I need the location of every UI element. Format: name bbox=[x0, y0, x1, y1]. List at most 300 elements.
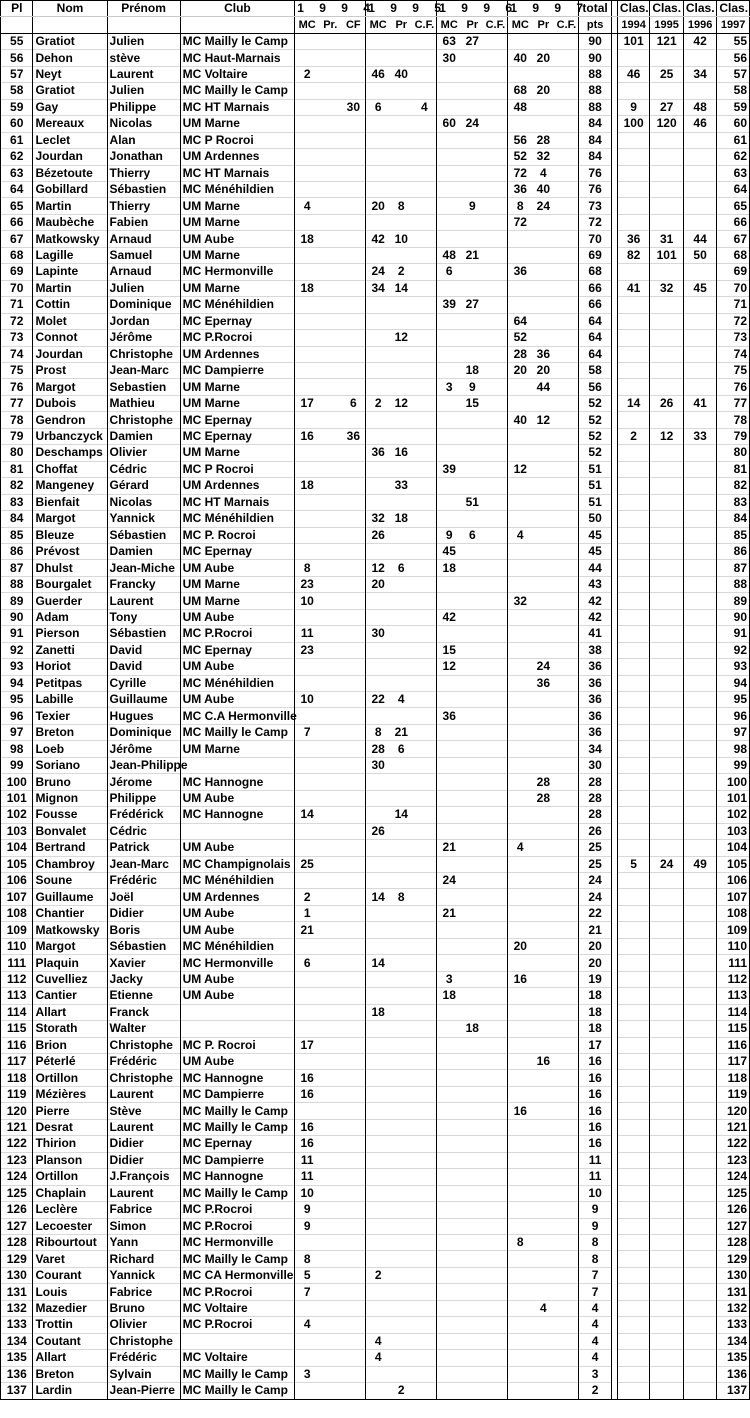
cell-1994-cf bbox=[341, 626, 365, 642]
cell-clas-1995 bbox=[650, 1086, 683, 1102]
cell-1996-pr bbox=[461, 99, 483, 115]
cell-1994-cf bbox=[341, 757, 365, 773]
cell-1994-pr bbox=[319, 1251, 341, 1267]
cell-1996-pr: 9 bbox=[461, 379, 483, 395]
cell-clas-1996 bbox=[683, 511, 716, 527]
cell-1996-cf bbox=[483, 642, 507, 658]
cell-1994-cf bbox=[341, 659, 365, 675]
cell-total: 88 bbox=[579, 83, 611, 99]
cell-1994-mc bbox=[295, 1383, 319, 1399]
cell-clas-1995 bbox=[650, 181, 683, 197]
cell-clas-1994 bbox=[617, 181, 649, 197]
col-header-club: Club bbox=[180, 1, 295, 17]
cell-1994-pr bbox=[319, 1103, 341, 1119]
cell-1996-mc: 12 bbox=[437, 659, 461, 675]
cell-1995-cf bbox=[412, 1103, 436, 1119]
cell-1995-cf bbox=[412, 379, 436, 395]
cell-1995-pr bbox=[390, 790, 412, 806]
cell-nom: Ribourtout bbox=[33, 1234, 107, 1250]
cell-1996-pr bbox=[461, 1317, 483, 1333]
cell-prenom: Philippe bbox=[107, 790, 180, 806]
cell-1994-cf bbox=[341, 198, 365, 214]
cell-1995-cf bbox=[412, 1152, 436, 1168]
cell-prenom: Yannick bbox=[107, 1267, 180, 1283]
cell-1994-pr bbox=[319, 198, 341, 214]
cell-1996-mc bbox=[437, 149, 461, 165]
cell-1995-cf bbox=[412, 757, 436, 773]
cell-clas-1996: 46 bbox=[683, 116, 716, 132]
cell-clas-1994 bbox=[617, 708, 649, 724]
cell-nom: Bézetoute bbox=[33, 165, 107, 181]
table-row bbox=[1, 132, 750, 148]
cell-clas-1997: 68 bbox=[717, 247, 750, 263]
cell-clas-1994 bbox=[617, 1366, 649, 1382]
cell-1997-pr bbox=[532, 692, 554, 708]
cell-1996-pr bbox=[461, 873, 483, 889]
cell-total: 43 bbox=[579, 576, 611, 592]
cell-clas-1997: 57 bbox=[717, 66, 750, 82]
cell-1994-cf: 6 bbox=[341, 395, 365, 411]
table-row bbox=[1, 955, 750, 971]
cell-club: MC Epernay bbox=[180, 428, 295, 444]
cell-club: MC Ménéhildien bbox=[180, 511, 295, 527]
cell-1995-pr bbox=[390, 543, 412, 559]
cell-club: MC CA Hermonville bbox=[180, 1267, 295, 1283]
cell-1995-cf bbox=[412, 741, 436, 757]
cell-1994-mc: 11 bbox=[295, 1169, 319, 1185]
cell-1996-mc bbox=[437, 1333, 461, 1349]
cell-clas-1996 bbox=[683, 1185, 716, 1201]
cell-1994-mc: 16 bbox=[295, 428, 319, 444]
cell-1996-cf bbox=[483, 1103, 507, 1119]
cell-1994-mc: 16 bbox=[295, 1119, 319, 1135]
cell-1997-cf bbox=[554, 790, 578, 806]
cell-1995-pr bbox=[390, 149, 412, 165]
cell-1995-cf bbox=[412, 214, 436, 230]
table-row bbox=[1, 1218, 750, 1234]
cell-nom: Allart bbox=[33, 1004, 107, 1020]
table-row bbox=[1, 692, 750, 708]
cell-clas-1994: 2 bbox=[617, 428, 649, 444]
table-row bbox=[1, 971, 750, 987]
cell-club: MC Haut-Marnais bbox=[180, 50, 295, 66]
cell-pl: 77 bbox=[1, 395, 33, 411]
col-header-pl: Pl bbox=[1, 1, 33, 17]
cell-pl: 111 bbox=[1, 955, 33, 971]
cell-nom: Bourgalet bbox=[33, 576, 107, 592]
cell-1994-cf bbox=[341, 1333, 365, 1349]
cell-club: MC Ménéhildien bbox=[180, 938, 295, 954]
table-row bbox=[1, 1169, 750, 1185]
cell-1996-pr bbox=[461, 741, 483, 757]
cell-clas-1995 bbox=[650, 757, 683, 773]
table-row bbox=[1, 330, 750, 346]
cell-1995-pr bbox=[390, 873, 412, 889]
cell-1996-pr bbox=[461, 1103, 483, 1119]
cell-1995-mc bbox=[366, 1383, 390, 1399]
cell-nom: Soriano bbox=[33, 757, 107, 773]
cell-1994-pr bbox=[319, 955, 341, 971]
cell-clas-1996 bbox=[683, 461, 716, 477]
cell-clas-1996 bbox=[683, 873, 716, 889]
cell-clas-1994 bbox=[617, 50, 649, 66]
cell-clas-1994 bbox=[617, 264, 649, 280]
cell-nom: Zanetti bbox=[33, 642, 107, 658]
cell-club: MC Mailly le Camp bbox=[180, 1366, 295, 1382]
cell-1997-cf bbox=[554, 116, 578, 132]
cell-1995-cf bbox=[412, 297, 436, 313]
cell-1994-mc bbox=[295, 774, 319, 790]
cell-nom: Guerder bbox=[33, 593, 107, 609]
cell-1994-pr bbox=[319, 428, 341, 444]
cell-1997-mc bbox=[508, 116, 532, 132]
cell-1997-pr: 24 bbox=[532, 198, 554, 214]
cell-club: UM Aube bbox=[180, 1054, 295, 1070]
cell-clas-1996: 49 bbox=[683, 856, 716, 872]
cell-1996-cf bbox=[483, 840, 507, 856]
cell-1995-cf bbox=[412, 1169, 436, 1185]
cell-1994-mc bbox=[295, 445, 319, 461]
cell-1997-mc: 8 bbox=[508, 198, 532, 214]
cell-club: MC Mailly le Camp bbox=[180, 83, 295, 99]
cell-pl: 115 bbox=[1, 1021, 33, 1037]
cell-total: 52 bbox=[579, 428, 611, 444]
cell-clas-1995: 26 bbox=[650, 395, 683, 411]
cell-1996-mc bbox=[437, 66, 461, 82]
cell-1997-pr bbox=[532, 1185, 554, 1201]
cell-1994-pr bbox=[319, 1267, 341, 1283]
cell-1997-mc bbox=[508, 1333, 532, 1349]
cell-club: UM Aube bbox=[180, 988, 295, 1004]
table-row bbox=[1, 626, 750, 642]
cell-1995-cf bbox=[412, 1350, 436, 1366]
cell-clas-1994 bbox=[617, 527, 649, 543]
cell-1996-pr bbox=[461, 66, 483, 82]
cell-1995-mc bbox=[366, 1185, 390, 1201]
cell-1997-pr bbox=[532, 741, 554, 757]
cell-1996-cf bbox=[483, 543, 507, 559]
cell-1997-cf bbox=[554, 1383, 578, 1399]
cell-total: 4 bbox=[579, 1300, 611, 1316]
cell-1997-mc bbox=[508, 297, 532, 313]
cell-1994-pr bbox=[319, 1284, 341, 1300]
cell-nom: Choffat bbox=[33, 461, 107, 477]
cell-clas-1997: 109 bbox=[717, 922, 750, 938]
cell-1994-cf bbox=[341, 823, 365, 839]
cell-1996-cf bbox=[483, 395, 507, 411]
cell-clas-1995 bbox=[650, 790, 683, 806]
cell-clas-1994 bbox=[617, 692, 649, 708]
cell-1995-mc: 18 bbox=[366, 1004, 390, 1020]
cell-1995-pr bbox=[390, 1119, 412, 1135]
cell-1996-cf bbox=[483, 856, 507, 872]
cell-total: 52 bbox=[579, 412, 611, 428]
cell-1994-mc bbox=[295, 264, 319, 280]
cell-nom: Gay bbox=[33, 99, 107, 115]
cell-clas-1994 bbox=[617, 313, 649, 329]
cell-club: UM Marne bbox=[180, 198, 295, 214]
cell-club: MC Champignolais bbox=[180, 856, 295, 872]
cell-clas-1997: 112 bbox=[717, 971, 750, 987]
cell-club: MC Mailly le Camp bbox=[180, 1251, 295, 1267]
cell-1994-pr bbox=[319, 675, 341, 691]
cell-1995-cf bbox=[412, 560, 436, 576]
cell-clas-1995 bbox=[650, 362, 683, 378]
cell-1994-mc: 23 bbox=[295, 576, 319, 592]
table-row bbox=[1, 116, 750, 132]
cell-nom: Gratiot bbox=[33, 83, 107, 99]
cell-club: UM Aube bbox=[180, 692, 295, 708]
cell-1994-pr bbox=[319, 609, 341, 625]
cell-1997-mc: 52 bbox=[508, 330, 532, 346]
cell-1995-pr bbox=[390, 313, 412, 329]
cell-nom: Bruno bbox=[33, 774, 107, 790]
cell-1994-mc bbox=[295, 149, 319, 165]
cell-1997-cf bbox=[554, 1037, 578, 1053]
cell-nom: Breton bbox=[33, 724, 107, 740]
cell-1997-mc bbox=[508, 1251, 532, 1267]
cell-1995-cf bbox=[412, 576, 436, 592]
cell-1995-pr bbox=[390, 1366, 412, 1382]
cell-prenom: Cyrille bbox=[107, 675, 180, 691]
cell-1996-cf bbox=[483, 823, 507, 839]
cell-1995-pr: 12 bbox=[390, 395, 412, 411]
cell-clas-1995 bbox=[650, 922, 683, 938]
cell-1996-cf bbox=[483, 741, 507, 757]
cell-clas-1994: 82 bbox=[617, 247, 649, 263]
cell-club: MC Dampierre bbox=[180, 1086, 295, 1102]
cell-1994-cf bbox=[341, 1086, 365, 1102]
cell-1996-mc bbox=[437, 955, 461, 971]
cell-1996-pr bbox=[461, 1185, 483, 1201]
cell-1997-pr bbox=[532, 1086, 554, 1102]
table-row bbox=[1, 790, 750, 806]
cell-clas-1996 bbox=[683, 955, 716, 971]
cell-clas-1994 bbox=[617, 198, 649, 214]
cell-1996-cf bbox=[483, 1152, 507, 1168]
cell-clas-1997: 107 bbox=[717, 889, 750, 905]
cell-1995-cf bbox=[412, 1185, 436, 1201]
cell-1994-cf bbox=[341, 1185, 365, 1201]
cell-clas-1995: 32 bbox=[650, 280, 683, 296]
cell-1996-mc bbox=[437, 757, 461, 773]
cell-clas-1996 bbox=[683, 1317, 716, 1333]
cell-1997-mc bbox=[508, 231, 532, 247]
cell-1996-mc bbox=[437, 330, 461, 346]
cell-1997-pr bbox=[532, 840, 554, 856]
cell-1995-pr: 21 bbox=[390, 724, 412, 740]
cell-club: UM Aube bbox=[180, 659, 295, 675]
cell-1996-pr bbox=[461, 461, 483, 477]
cell-1997-mc bbox=[508, 280, 532, 296]
header-row-sub bbox=[1, 17, 750, 33]
cell-total: 45 bbox=[579, 543, 611, 559]
cell-1996-pr bbox=[461, 412, 483, 428]
table-row bbox=[1, 560, 750, 576]
cell-clas-1994 bbox=[617, 922, 649, 938]
cell-clas-1997: 58 bbox=[717, 83, 750, 99]
cell-1997-pr bbox=[532, 231, 554, 247]
cell-1997-cf bbox=[554, 1070, 578, 1086]
cell-nom: Desrat bbox=[33, 1119, 107, 1135]
cell-clas-1997: 105 bbox=[717, 856, 750, 872]
cell-1997-mc bbox=[508, 609, 532, 625]
cell-1995-cf bbox=[412, 1383, 436, 1399]
cell-clas-1997: 63 bbox=[717, 165, 750, 181]
cell-1994-cf bbox=[341, 1004, 365, 1020]
cell-prenom: Patrick bbox=[107, 840, 180, 856]
cell-nom: Labille bbox=[33, 692, 107, 708]
cell-1996-pr: 21 bbox=[461, 247, 483, 263]
cell-1994-pr bbox=[319, 1383, 341, 1399]
cell-1995-cf bbox=[412, 494, 436, 510]
cell-1995-pr bbox=[390, 50, 412, 66]
cell-1994-pr bbox=[319, 99, 341, 115]
cell-1994-cf bbox=[341, 1218, 365, 1234]
cell-prenom: Laurent bbox=[107, 1119, 180, 1135]
cell-clas-1997: 66 bbox=[717, 214, 750, 230]
cell-1996-pr bbox=[461, 428, 483, 444]
cell-1997-pr: 28 bbox=[532, 774, 554, 790]
cell-pl: 105 bbox=[1, 856, 33, 872]
cell-club: MC C.A Hermonville bbox=[180, 708, 295, 724]
cell-1996-cf bbox=[483, 692, 507, 708]
cell-club: MC P Rocroi bbox=[180, 461, 295, 477]
cell-total: 36 bbox=[579, 724, 611, 740]
cell-club: MC P.Rocroi bbox=[180, 1284, 295, 1300]
cell-1995-mc bbox=[366, 1119, 390, 1135]
cell-clas-1994: 36 bbox=[617, 231, 649, 247]
cell-1994-pr bbox=[319, 181, 341, 197]
cell-total: 38 bbox=[579, 642, 611, 658]
cell-club: UM Marne bbox=[180, 445, 295, 461]
cell-nom: Mereaux bbox=[33, 116, 107, 132]
cell-1995-pr: 8 bbox=[390, 889, 412, 905]
cell-1995-mc bbox=[366, 1103, 390, 1119]
cell-1996-cf bbox=[483, 116, 507, 132]
col-header-clas-1995: Clas. bbox=[650, 1, 683, 17]
cell-1995-cf bbox=[412, 1366, 436, 1382]
cell-1994-mc bbox=[295, 938, 319, 954]
sub-header: Pr bbox=[532, 17, 554, 33]
cell-1997-cf bbox=[554, 395, 578, 411]
cell-prenom: Sébastien bbox=[107, 626, 180, 642]
cell-1997-mc bbox=[508, 790, 532, 806]
cell-1997-pr bbox=[532, 543, 554, 559]
cell-1996-pr bbox=[461, 807, 483, 823]
cell-clas-1994 bbox=[617, 1004, 649, 1020]
cell-prenom: Simon bbox=[107, 1218, 180, 1234]
cell-nom: Bienfait bbox=[33, 494, 107, 510]
table-row bbox=[1, 1185, 750, 1201]
cell-1996-cf bbox=[483, 807, 507, 823]
cell-1997-pr bbox=[532, 1152, 554, 1168]
cell-total: 36 bbox=[579, 708, 611, 724]
cell-prenom: Christophe bbox=[107, 346, 180, 362]
cell-1996-cf bbox=[483, 1218, 507, 1234]
table-row bbox=[1, 1284, 750, 1300]
cell-1995-pr bbox=[390, 1037, 412, 1053]
cell-pl: 108 bbox=[1, 905, 33, 921]
col-header-clas-1994: Clas. bbox=[617, 1, 649, 17]
cell-clas-1994 bbox=[617, 1317, 649, 1333]
cell-clas-1995 bbox=[650, 1004, 683, 1020]
cell-1997-pr: 16 bbox=[532, 1054, 554, 1070]
cell-1995-mc bbox=[366, 873, 390, 889]
col-header-1997: 1 9 9 7 bbox=[508, 1, 579, 17]
cell-clas-1996 bbox=[683, 576, 716, 592]
cell-1997-pr: 32 bbox=[532, 149, 554, 165]
cell-clas-1994: 9 bbox=[617, 99, 649, 115]
cell-1994-mc: 7 bbox=[295, 724, 319, 740]
cell-1994-pr bbox=[319, 330, 341, 346]
cell-1996-pr bbox=[461, 971, 483, 987]
cell-clas-1997: 77 bbox=[717, 395, 750, 411]
cell-1996-mc bbox=[437, 428, 461, 444]
cell-1997-cf bbox=[554, 889, 578, 905]
cell-clas-1996: 34 bbox=[683, 66, 716, 82]
cell-prenom: Arnaud bbox=[107, 231, 180, 247]
cell-club: UM Ardennes bbox=[180, 889, 295, 905]
cell-1997-mc bbox=[508, 379, 532, 395]
table-row bbox=[1, 675, 750, 691]
cell-clas-1994 bbox=[617, 807, 649, 823]
cell-1997-mc bbox=[508, 1366, 532, 1382]
cell-clas-1995 bbox=[650, 214, 683, 230]
cell-1994-cf bbox=[341, 33, 365, 49]
cell-1994-pr bbox=[319, 1300, 341, 1316]
cell-1995-cf bbox=[412, 790, 436, 806]
cell-total: 28 bbox=[579, 774, 611, 790]
cell-clas-1997: 91 bbox=[717, 626, 750, 642]
cell-nom: Horiot bbox=[33, 659, 107, 675]
cell-1997-pr bbox=[532, 971, 554, 987]
cell-1996-cf bbox=[483, 99, 507, 115]
table-row bbox=[1, 593, 750, 609]
cell-1996-pr bbox=[461, 889, 483, 905]
cell-1996-mc bbox=[437, 774, 461, 790]
cell-clas-1997: 62 bbox=[717, 149, 750, 165]
table-row bbox=[1, 659, 750, 675]
cell-clas-1996 bbox=[683, 1119, 716, 1135]
cell-1997-mc bbox=[508, 1021, 532, 1037]
cell-1996-pr bbox=[461, 214, 483, 230]
cell-prenom: Samuel bbox=[107, 247, 180, 263]
cell-1994-cf bbox=[341, 988, 365, 1004]
cell-1995-pr bbox=[390, 1070, 412, 1086]
col-header-total: total bbox=[579, 1, 611, 17]
cell-1994-pr bbox=[319, 807, 341, 823]
table-row bbox=[1, 1251, 750, 1267]
cell-1997-cf bbox=[554, 971, 578, 987]
col-header-clas-1996: Clas. bbox=[683, 1, 716, 17]
cell-1996-cf bbox=[483, 494, 507, 510]
cell-clas-1997: 136 bbox=[717, 1366, 750, 1382]
cell-1995-pr bbox=[390, 938, 412, 954]
table-row bbox=[1, 576, 750, 592]
cell-1995-pr bbox=[390, 1284, 412, 1300]
cell-club: MC P.Rocroi bbox=[180, 626, 295, 642]
cell-1994-pr bbox=[319, 346, 341, 362]
cell-1994-mc bbox=[295, 790, 319, 806]
cell-prenom: Tony bbox=[107, 609, 180, 625]
cell-prenom: Hugues bbox=[107, 708, 180, 724]
cell-clas-1994 bbox=[617, 823, 649, 839]
cell-1996-cf bbox=[483, 1383, 507, 1399]
cell-clas-1994 bbox=[617, 1119, 649, 1135]
cell-1994-cf bbox=[341, 774, 365, 790]
cell-1997-mc bbox=[508, 823, 532, 839]
